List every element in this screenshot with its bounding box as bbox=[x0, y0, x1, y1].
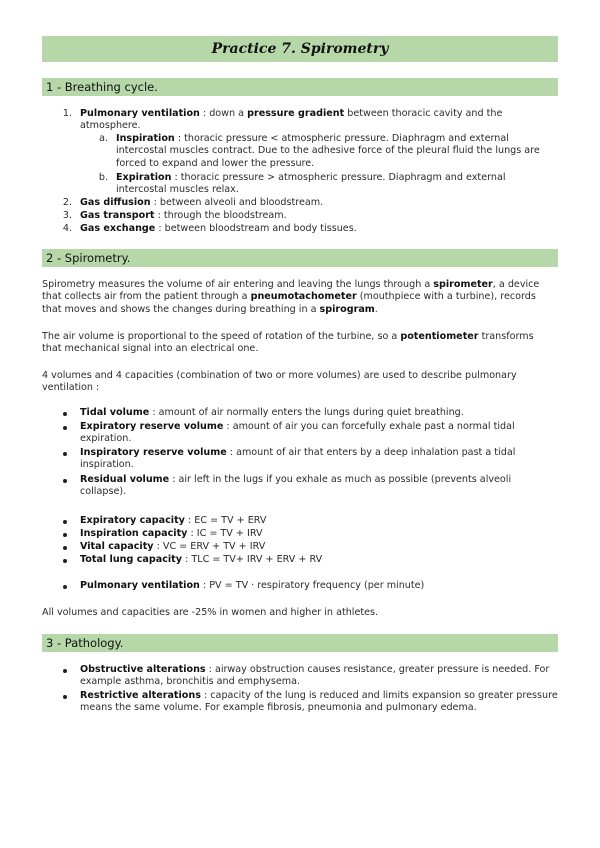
definition: : through the bloodstream. bbox=[154, 210, 287, 221]
bullet-icon bbox=[63, 695, 67, 699]
list-marker: 4. bbox=[62, 223, 72, 234]
text: , a device that collects air from the patient through a bbox=[42, 279, 540, 303]
definition: : capacity of the lung is reduced and limits expansion so greater pressure means the same volume. For example fibrosis, pneumonia and pulmonary edema. bbox=[80, 690, 558, 714]
list-item-text bbox=[116, 172, 558, 197]
bullet-icon bbox=[63, 585, 67, 589]
definition: : down a bbox=[199, 108, 248, 119]
list-item-text bbox=[80, 447, 540, 472]
term: Gas transport bbox=[80, 210, 155, 221]
term: Vital capacity bbox=[80, 541, 154, 552]
term: spirogram bbox=[319, 303, 375, 315]
section-heading-spirometry: 2 - Spirometry. bbox=[42, 249, 558, 267]
list-item-text bbox=[80, 664, 555, 689]
list-marker: b. bbox=[98, 172, 108, 183]
term: Expiratory reserve volume bbox=[80, 421, 224, 432]
list-item-text bbox=[80, 407, 530, 419]
formula: : IC = TV + IRV bbox=[187, 528, 263, 539]
term: Obstructive alterations bbox=[80, 664, 206, 675]
paragraph-note: All volumes and capacities are -25% in women and higher in athletes. bbox=[42, 607, 379, 618]
term: Gas diffusion bbox=[80, 197, 151, 208]
definition: : thoracic pressure > atmospheric pressure. Diaphragm and external intercostal muscles relax. bbox=[116, 172, 506, 196]
section-heading-breathing-cycle: 1 - Breathing cycle. bbox=[42, 78, 558, 96]
text: The air volume is proportional to the speed of rotation of the turbine, so a bbox=[42, 331, 401, 342]
formula: : TLC = TV+ IRV + ERV + RV bbox=[182, 554, 323, 565]
term: spirometer bbox=[433, 279, 493, 290]
formula: : PV = TV · respiratory frequency (per minute) bbox=[199, 580, 425, 591]
bullet-icon bbox=[63, 559, 67, 563]
term: Residual volume bbox=[80, 474, 170, 485]
term: Expiration bbox=[116, 172, 172, 183]
list-item-text bbox=[80, 421, 540, 446]
list-item-text bbox=[80, 210, 520, 222]
list-marker: a. bbox=[99, 133, 108, 144]
list-item-text bbox=[80, 580, 530, 592]
paragraph-spirometry bbox=[42, 279, 542, 316]
list-item-text bbox=[80, 108, 520, 133]
list-item-text bbox=[80, 528, 530, 540]
term: Inspiratory reserve volume bbox=[80, 447, 227, 458]
term: Expiratory capacity bbox=[80, 515, 185, 526]
term: Total lung capacity bbox=[80, 554, 183, 565]
paragraph-volumes-intro: 4 volumes and 4 capacities (combination of two or more volumes) are used to describe pulmonary ventilation : bbox=[42, 370, 517, 394]
bullet-icon bbox=[63, 452, 67, 456]
term: pneumotachometer bbox=[250, 291, 357, 303]
bullet-icon bbox=[63, 479, 67, 483]
definition: : amount of air normally enters the lungs during quiet breathing. bbox=[149, 407, 464, 418]
term: Restrictive alterations bbox=[80, 690, 201, 701]
list-item-text bbox=[80, 223, 520, 235]
page-title: Practice 7. Spirometry bbox=[42, 36, 558, 62]
text: Spirometry measures the volume of air entering and leaving the lungs through a bbox=[42, 279, 434, 290]
list-marker: 1. bbox=[62, 108, 72, 119]
bullet-icon bbox=[63, 520, 67, 524]
list-marker: 2. bbox=[62, 197, 72, 208]
bullet-icon bbox=[63, 669, 67, 673]
term: Pulmonary ventilation bbox=[80, 580, 200, 591]
list-item-text bbox=[80, 474, 540, 499]
term: pressure gradient bbox=[247, 108, 345, 119]
section-heading-pathology: 3 - Pathology. bbox=[42, 634, 558, 652]
term: potentiometer bbox=[400, 331, 479, 342]
list-item-text bbox=[80, 554, 530, 566]
term: Tidal volume bbox=[80, 407, 150, 418]
term: Gas exchange bbox=[80, 223, 156, 234]
definition: : amount of air that enters by a deep inhalation past a tidal inspiration. bbox=[80, 447, 516, 471]
definition: : between bloodstream and body tissues. bbox=[155, 223, 357, 234]
paragraph-potentiometer bbox=[42, 331, 542, 356]
list-item-text bbox=[80, 541, 530, 553]
formula: : EC = TV + ERV bbox=[184, 515, 267, 526]
text: . bbox=[374, 303, 378, 315]
list-item-text bbox=[116, 133, 558, 170]
list-item-text bbox=[80, 515, 530, 527]
bullet-icon bbox=[63, 533, 67, 537]
bullet-icon bbox=[63, 546, 67, 550]
definition: : between alveoli and bloodstream. bbox=[150, 197, 324, 208]
term: Pulmonary ventilation bbox=[80, 108, 200, 119]
definition: : amount of air you can forcefully exhale past a normal tidal expiration. bbox=[80, 421, 515, 445]
definition: between thoracic cavity and the atmosphere. bbox=[80, 108, 503, 132]
definition: : air left in the lugs if you exhale as much as possible (prevents alveoli collapse). bbox=[80, 474, 512, 498]
text: (mouthpiece with a turbine), records that moves and shows the changes during breathing in a bbox=[42, 291, 536, 315]
bullet-icon bbox=[63, 426, 67, 430]
definition: : airway obstruction causes resistance, greater pressure is needed. For example asthma, bronchitis and emphysema. bbox=[80, 664, 550, 688]
definition: : thoracic pressure < atmospheric pressure. Diaphragm and external intercostal muscles contract. Due to the adhesive force of the pleural fluid the lungs are forced to expand and lower the pressure. bbox=[116, 133, 540, 169]
list-marker: 3. bbox=[62, 210, 72, 221]
list-item-text bbox=[80, 690, 558, 715]
bullet-icon bbox=[63, 412, 67, 416]
text: transforms that mechanical signal into an electrical one. bbox=[42, 331, 534, 355]
list-item-text bbox=[80, 197, 520, 209]
term: Inspiration capacity bbox=[80, 528, 188, 539]
formula: : VC = ERV + TV + IRV bbox=[153, 541, 266, 552]
term: Inspiration bbox=[116, 133, 175, 144]
